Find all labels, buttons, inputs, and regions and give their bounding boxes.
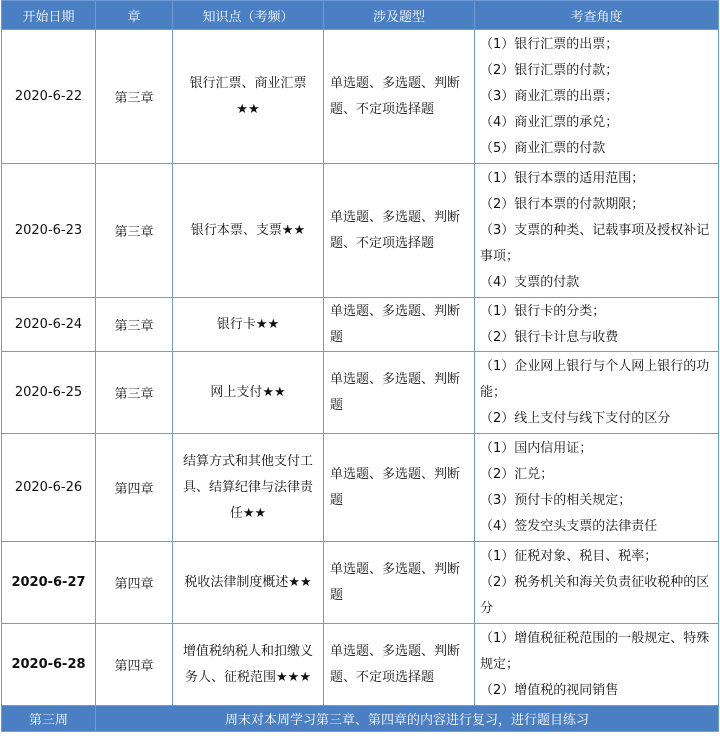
row-topic: 银行本票、支票★★	[173, 164, 324, 298]
row-chapter: 第四章	[96, 542, 173, 624]
table-row	[2, 542, 719, 624]
row-date: 2020-6-22	[2, 30, 96, 164]
table-row	[2, 624, 719, 706]
row-chapter: 第三章	[96, 30, 173, 164]
angle-item: （2）增值税的视同销售	[480, 682, 619, 698]
angle-item: （2）税务机关和海关负责征收税种的区分	[480, 574, 710, 616]
angle-item: （1）增值税征税范围的一般规定、特殊规定；	[480, 630, 710, 672]
header-row	[2, 1, 719, 30]
angle-item: （4）商业汇票的承兑；	[480, 114, 619, 130]
row-topic: 银行汇票、商业汇票★★	[173, 30, 324, 164]
row-topic: 增值税纳税人和扣缴义务人、征税范围★★★	[173, 624, 324, 706]
row-chapter: 第三章	[96, 298, 173, 352]
angle-item: （2）线上支付与线下支付的区分	[480, 410, 671, 426]
row-topic: 税收法律制度概述★★	[173, 542, 324, 624]
row-topic: 网上支付★★	[173, 352, 324, 434]
row-question-types: 单选题、多选题、判断题、不定项选择题	[324, 164, 475, 298]
week-summary-row	[2, 706, 719, 732]
row-exam-angles	[475, 624, 719, 706]
angle-item: （2）汇兑；	[480, 466, 554, 482]
week-label: 第三周	[2, 706, 96, 732]
table-row	[2, 298, 719, 352]
angle-item: （1）银行汇票的出票；	[480, 36, 619, 52]
row-question-types: 单选题、多选题、判断题	[324, 298, 475, 352]
row-date: 2020-6-24	[2, 298, 96, 352]
row-date: 2020-6-25	[2, 352, 96, 434]
row-date: 2020-6-23	[2, 164, 96, 298]
row-exam-angles	[475, 30, 719, 164]
angle-item: （4）支票的付款	[480, 274, 580, 290]
row-chapter: 第四章	[96, 624, 173, 706]
row-topic: 银行卡★★	[173, 298, 324, 352]
table-row	[2, 164, 719, 298]
angle-item: （3）预付卡的相关规定；	[480, 492, 632, 508]
row-question-types: 单选题、多选题、判断题	[324, 352, 475, 434]
row-date: 2020-6-26	[2, 434, 96, 542]
row-date: 2020-6-28	[2, 624, 96, 706]
row-question-types: 单选题、多选题、判断题、不定项选择题	[324, 624, 475, 706]
angle-item: （1）银行本票的适用范围；	[480, 170, 645, 186]
week-summary-text: 周末对本周学习第三章、第四章的内容进行复习，进行题目练习	[96, 706, 719, 732]
row-question-types: 单选题、多选题、判断题	[324, 434, 475, 542]
angle-item: （5）商业汇票的付款	[480, 140, 606, 156]
row-exam-angles	[475, 164, 719, 298]
angle-item: （3）支票的种类、记载事项及授权补记事项；	[480, 222, 710, 264]
angle-item: （2）银行本票的付款期限；	[480, 196, 645, 212]
angle-item: （1）征税对象、税目、税率；	[480, 548, 658, 564]
header-topic: 知识点（考频）	[173, 1, 324, 30]
row-chapter: 第三章	[96, 352, 173, 434]
row-date: 2020-6-27	[2, 542, 96, 624]
row-topic: 结算方式和其他支付工具、结算纪律与法律责任★★	[173, 434, 324, 542]
angle-item: （1）国内信用证；	[480, 440, 593, 456]
angle-item: （1）银行卡的分类；	[480, 303, 606, 319]
header-chapter: 章	[96, 1, 173, 30]
angle-item: （3）商业汇票的出票；	[480, 88, 619, 104]
row-question-types: 单选题、多选题、判断题、不定项选择题	[324, 30, 475, 164]
table-row	[2, 434, 719, 542]
row-question-types: 单选题、多选题、判断题	[324, 542, 475, 624]
table-row	[2, 30, 719, 164]
angle-item: （2）银行汇票的付款；	[480, 62, 619, 78]
row-chapter: 第三章	[96, 164, 173, 298]
angle-item: （1）企业网上银行与个人网上银行的功能；	[480, 358, 710, 400]
row-exam-angles	[475, 352, 719, 434]
header-start-date: 开始日期	[2, 1, 96, 30]
header-question-types: 涉及题型	[324, 1, 475, 30]
table-row	[2, 352, 719, 434]
row-chapter: 第四章	[96, 434, 173, 542]
study-schedule-table	[1, 0, 719, 732]
angle-item: （4）签发空头支票的法律责任	[480, 518, 658, 534]
row-exam-angles	[475, 542, 719, 624]
row-exam-angles	[475, 298, 719, 352]
angle-item: （2）银行卡计息与收费	[480, 329, 619, 345]
header-exam-angles: 考查角度	[475, 1, 719, 30]
row-exam-angles	[475, 434, 719, 542]
